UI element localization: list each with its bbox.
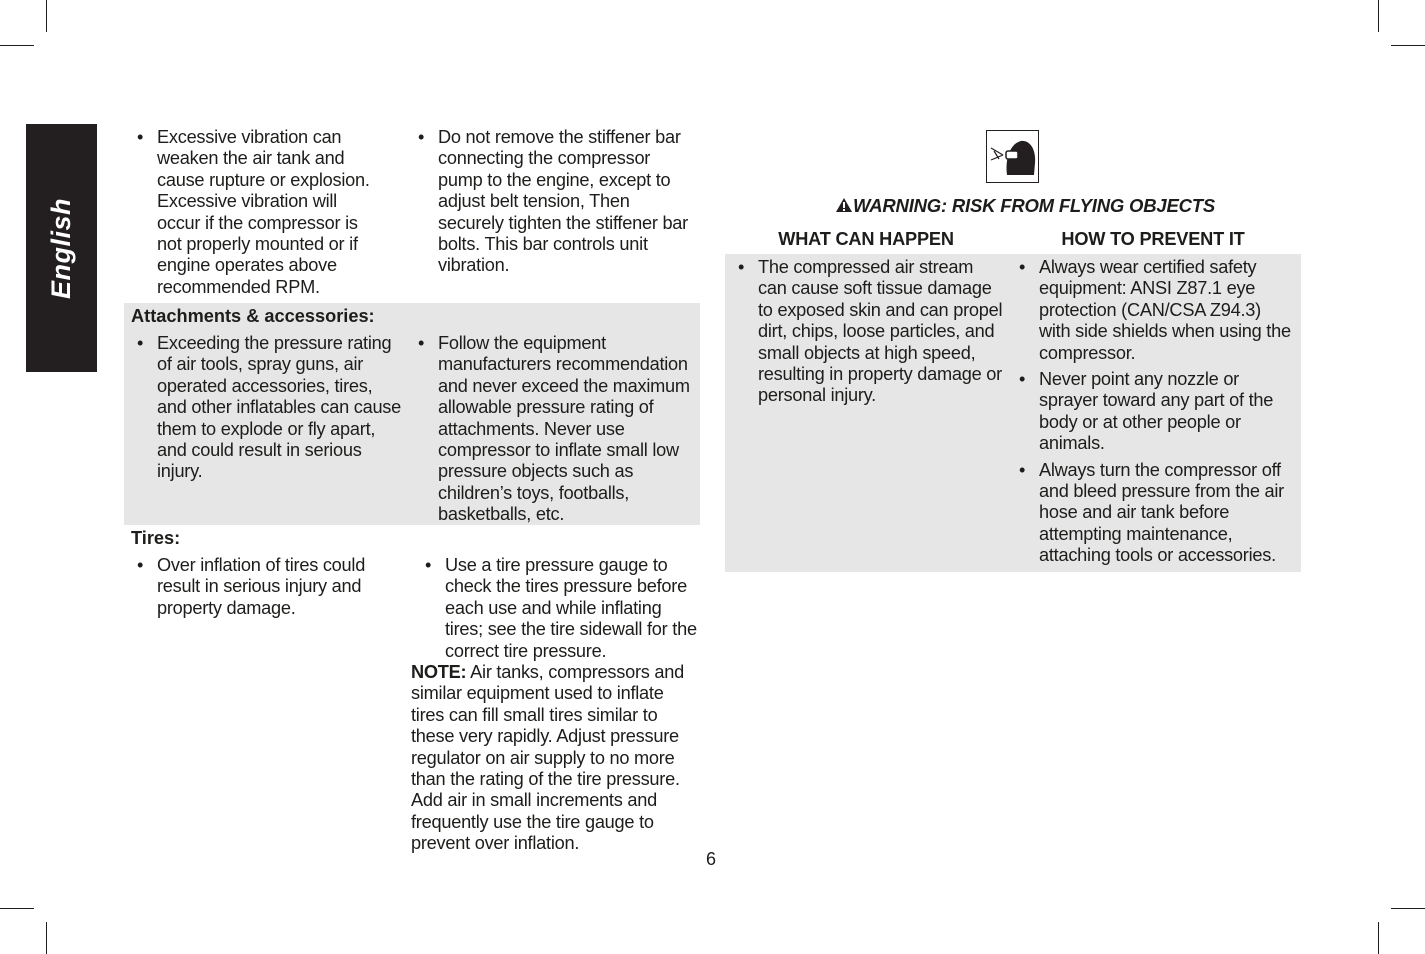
tires-heading: Tires: — [131, 528, 181, 548]
crop-mark — [0, 908, 34, 909]
bullet-list — [419, 555, 697, 662]
bullet-item: • Always turn the compressor off and bleed pressure from the air hose and air tank before attempting maintenance, attaching tools or accessories. — [1013, 460, 1295, 567]
bullet-list — [131, 555, 376, 619]
bullet-list — [1013, 257, 1295, 567]
bullet-item: • The compressed air stream can cause soft tissue damage to exposed skin and can propel dirt, chips, loose particles, and small objects at high speed, resulting in property damage or personal injury. — [732, 257, 1004, 407]
how-to-prevent-column — [1013, 257, 1295, 572]
crop-mark — [46, 0, 47, 32]
crop-mark — [46, 922, 47, 954]
attachments-left-column — [131, 333, 401, 488]
what-can-happen-column — [732, 257, 1004, 412]
note-label: NOTE: — [411, 662, 467, 682]
crop-mark — [1378, 0, 1379, 32]
language-tab-label: English — [46, 197, 77, 299]
bullet-list — [131, 333, 401, 483]
crop-mark — [1391, 45, 1425, 46]
bullet-list — [412, 127, 697, 277]
crop-mark — [1378, 922, 1379, 954]
intro-left-column — [131, 127, 376, 303]
bullet-item: • Use a tire pressure gauge to check the tires pressure before each use and while inflating tires; see the tire sidewall for the correct tire pressure. — [419, 555, 697, 662]
intro-right-column — [412, 127, 697, 282]
bullet-list — [732, 257, 1004, 407]
attachments-heading: Attachments & accessories: — [131, 306, 375, 326]
crop-mark — [1391, 908, 1425, 909]
warning-title-text: WARNING: RISK FROM FLYING OBJECTS — [852, 195, 1216, 216]
how-to-prevent-header: HOW TO PREVENT IT — [1061, 229, 1245, 249]
tires-note — [411, 662, 699, 855]
safety-glasses-icon — [986, 130, 1039, 183]
warning-title — [760, 195, 1290, 217]
warning-triangle-icon — [835, 197, 853, 213]
bullet-item: • Excessive vibration can weaken the air tank and cause rupture or explosion. Excessive vibration will occur if the compressor is not properly mounted or if engine operates above recommended RPM. — [131, 127, 376, 298]
language-tab — [26, 124, 97, 372]
tires-right-column — [419, 555, 697, 667]
what-can-happen-header: WHAT CAN HAPPEN — [778, 229, 954, 249]
bullet-list — [412, 333, 700, 526]
attachments-right-column — [412, 333, 700, 531]
safety-glasses-icon-graphic — [987, 131, 1037, 181]
bullet-item: • Do not remove the stiffener bar connecting the compressor pump to the engine, except to adjust belt tension, Then securely tighten the stiffener bar bolts. This bar controls unit vibration. — [412, 127, 697, 277]
crop-mark — [0, 45, 34, 46]
bullet-item: • Over inflation of tires could result in serious injury and property damage. — [131, 555, 376, 619]
page-number: 6 — [706, 849, 717, 869]
bullet-list — [131, 127, 376, 298]
bullet-item: • Exceeding the pressure rating of air tools, spray guns, air operated accessories, tires, and other inflatables can cause them to explode or fly apart, and could result in serious injury. — [131, 333, 401, 483]
bullet-item: • Follow the equipment manufacturers recommendation and never exceed the maximum allowable pressure rating of attachments. Never use compressor to inflate small low pressure objects such as children’s toys, footballs, basketballs, etc. — [412, 333, 700, 526]
note-text: Air tanks, compressors and similar equipment used to inflate tires can fill small tires similar to these very rapidly. Adjust pressure regulator on air supply to no more than the rating of the tire pressure. Add air in small increments and frequently use the tire gauge to prevent over inflation. — [411, 662, 684, 854]
bullet-item: • Always wear certified safety equipment: ANSI Z87.1 eye protection (CAN/CSA Z94.3) with side shields when using the compressor. — [1013, 257, 1295, 364]
tires-left-column — [131, 555, 376, 624]
bullet-item: • Never point any nozzle or sprayer toward any part of the body or at other people or animals. — [1013, 369, 1295, 455]
